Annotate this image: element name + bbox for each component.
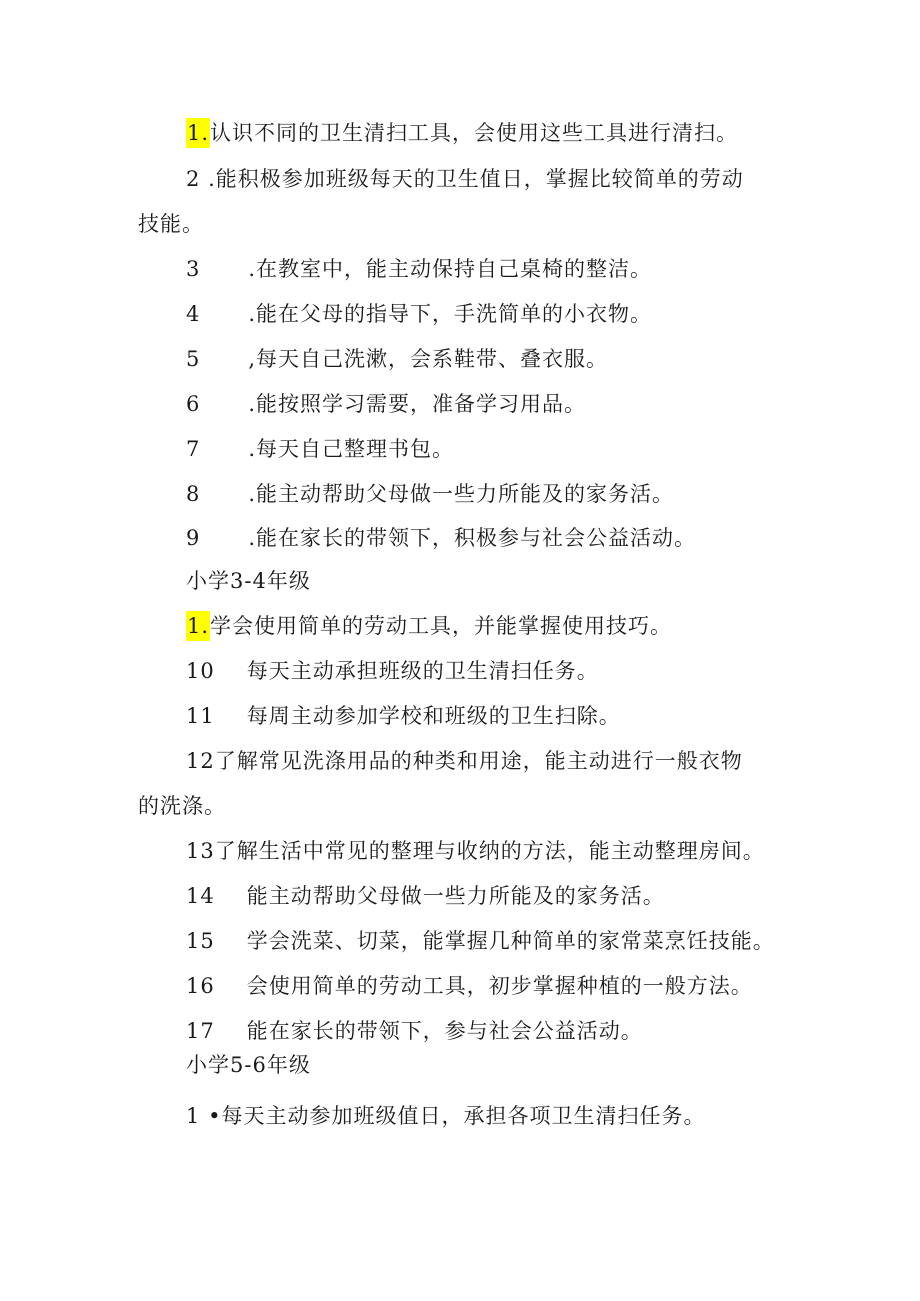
section-heading-text: 小学5-6年级 xyxy=(186,1053,311,1077)
list-item xyxy=(186,1101,705,1131)
list-item-text: 学会使用简单的劳动工具，并能掌握使用技巧。 xyxy=(210,614,673,638)
list-number-highlighted: 1. xyxy=(186,611,210,641)
list-number: 12 xyxy=(186,749,215,773)
list-item-text: 能主动帮助父母做一些力所能及的家务活。 xyxy=(246,884,665,908)
list-number: 8 xyxy=(186,482,201,506)
list-number: 9 xyxy=(186,526,201,550)
list-number: 10 xyxy=(186,659,215,683)
list-item xyxy=(186,1016,643,1046)
list-item-text: .在教室中，能主动保持自己桌椅的整洁。 xyxy=(248,257,653,281)
list-item-text: 了解常见洗涤用品的种类和用途，能主动进行一般衣物 xyxy=(214,749,743,773)
list-item-text: .能在家长的带领下，积极参与社会公益活动。 xyxy=(248,526,697,550)
list-item-continuation xyxy=(138,791,226,821)
section-heading xyxy=(186,566,311,596)
list-item xyxy=(186,746,743,776)
list-item xyxy=(186,701,621,731)
list-item-text: .能积极参加班级每天的卫生值日，掌握比较简单的劳动 xyxy=(208,167,744,191)
list-item-text: 学会洗菜、切菜，能掌握几种简单的家常菜烹饪技能。 xyxy=(246,929,775,953)
list-item-text: 能在家长的带领下，参与社会公益活动。 xyxy=(246,1019,643,1043)
list-number: 16 xyxy=(186,974,215,998)
list-number: 11 xyxy=(186,704,215,728)
list-number: 1 xyxy=(186,1104,201,1128)
list-item-text: .能按照学习需要，准备学习用品。 xyxy=(248,392,587,416)
list-item xyxy=(186,254,652,284)
list-item xyxy=(186,164,744,194)
list-number: 15 xyxy=(186,929,215,953)
list-item-text: .能在父母的指导下，手洗简单的小衣物。 xyxy=(248,302,653,326)
list-item xyxy=(186,344,608,374)
list-number: 14 xyxy=(186,884,215,908)
list-item-text: 的洗涤。 xyxy=(138,794,226,818)
list-number: 2 xyxy=(186,167,201,191)
list-item xyxy=(186,118,738,148)
list-item-text: ,每天自己洗漱，会系鞋带、叠衣服。 xyxy=(248,347,609,371)
list-item xyxy=(186,389,586,419)
list-item-text: 每周主动参加学校和班级的卫生扫除。 xyxy=(246,704,621,728)
list-item xyxy=(186,299,652,329)
list-item-text: 每天主动承担班级的卫生清扫任务。 xyxy=(246,659,599,683)
list-item xyxy=(186,479,674,509)
list-number: 17 xyxy=(186,1019,215,1043)
list-item-continuation xyxy=(138,209,204,239)
list-number: 13 xyxy=(186,839,215,863)
list-number: 4 xyxy=(186,302,201,326)
list-item xyxy=(186,656,599,686)
list-item-text: .能主动帮助父母做一些力所能及的家务活。 xyxy=(248,482,675,506)
list-item-text: .每天自己整理书包。 xyxy=(248,437,455,461)
list-item xyxy=(186,523,696,553)
list-item xyxy=(186,434,454,464)
list-item-text: 技能。 xyxy=(138,212,204,236)
section-heading-text: 小学3-4年级 xyxy=(186,569,311,593)
list-number: 3 xyxy=(186,257,201,281)
list-item xyxy=(186,881,665,911)
list-item xyxy=(186,611,672,641)
list-item xyxy=(186,836,765,866)
list-number: 5 xyxy=(186,347,201,371)
list-item-text: 会使用简单的劳动工具，初步掌握种植的一般方法。 xyxy=(246,974,753,998)
list-number-highlighted: 1. xyxy=(186,118,210,148)
list-item-text: 了解生活中常见的整理与收纳的方法，能主动整理房间。 xyxy=(214,839,765,863)
list-item xyxy=(186,926,775,956)
list-number: 7 xyxy=(186,437,201,461)
list-item-text: •每天主动参加班级值日，承担各项卫生清扫任务。 xyxy=(208,1104,706,1128)
list-number: 6 xyxy=(186,392,201,416)
section-heading xyxy=(186,1050,311,1080)
list-item-text: 认识不同的卫生清扫工具，会使用这些工具进行清扫。 xyxy=(210,121,739,145)
list-item xyxy=(186,971,753,1001)
